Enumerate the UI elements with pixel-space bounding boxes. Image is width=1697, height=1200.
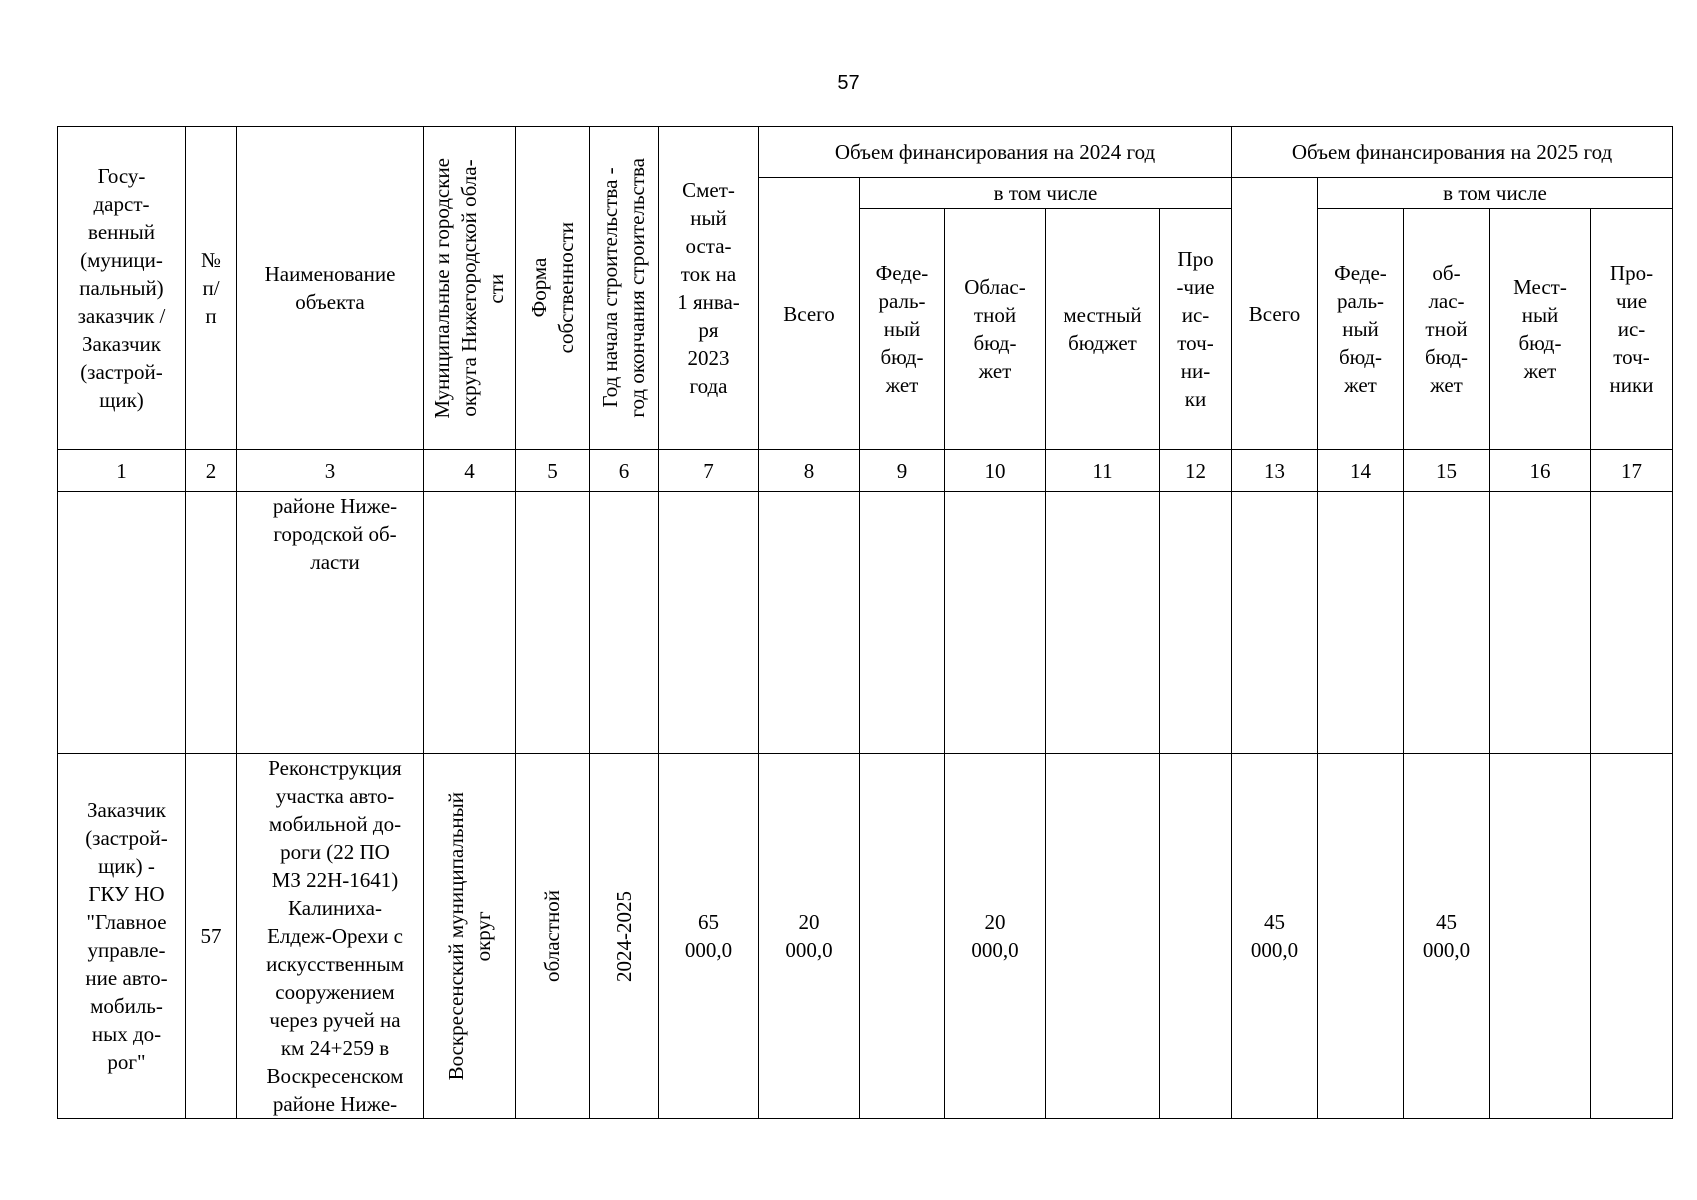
col-num-9: 9 bbox=[860, 450, 945, 492]
header-funding-2025: Объем финансирования на 2025 год bbox=[1232, 127, 1673, 178]
row-2025-regional: 45 000,0 bbox=[1404, 754, 1490, 1119]
header-ownership-text: Форма собственности bbox=[526, 222, 578, 354]
row-2025-local bbox=[1490, 754, 1591, 1119]
col-num-5: 5 bbox=[516, 450, 590, 492]
header-years-text: Год начала строительства - год окончания строительства bbox=[598, 158, 649, 418]
row-ownership bbox=[516, 754, 590, 1119]
row-municipality-text: Воскресенский муниципальный округ bbox=[443, 791, 495, 1081]
col-num-17: 17 bbox=[1591, 450, 1673, 492]
financing-table bbox=[57, 126, 1673, 1119]
header-years bbox=[590, 127, 659, 450]
col-num-3: 3 bbox=[237, 450, 424, 492]
header-ownership bbox=[516, 127, 590, 450]
col-num-16: 16 bbox=[1490, 450, 1591, 492]
col-num-15: 15 bbox=[1404, 450, 1490, 492]
col-num-1: 1 bbox=[58, 450, 186, 492]
table-row bbox=[58, 754, 1673, 1119]
row-municipality bbox=[424, 754, 516, 1119]
header-2024-regional: Облас- тной бюд- жет bbox=[945, 209, 1046, 450]
header-municipality bbox=[424, 127, 516, 450]
table-row-continuation bbox=[58, 492, 1673, 754]
col-num-13: 13 bbox=[1232, 450, 1318, 492]
column-numbers-row bbox=[58, 450, 1673, 492]
col-num-14: 14 bbox=[1318, 450, 1404, 492]
header-customer: Госу- дарст- венный (муници- пальный) заказчик / Заказчик (застрой- щик) bbox=[58, 127, 186, 450]
row-num: 57 bbox=[186, 754, 237, 1119]
row-years bbox=[590, 754, 659, 1119]
col-num-4: 4 bbox=[424, 450, 516, 492]
row-2024-federal bbox=[860, 754, 945, 1119]
header-remainder: Смет- ный оста- ток на 1 янва- ря 2023 года bbox=[659, 127, 759, 450]
col-num-7: 7 bbox=[659, 450, 759, 492]
header-funding-2024: Объем финансирования на 2024 год bbox=[759, 127, 1232, 178]
header-object-name: Наименование объекта bbox=[237, 127, 424, 450]
col-num-12: 12 bbox=[1160, 450, 1232, 492]
row-2025-other bbox=[1591, 754, 1673, 1119]
row-2024-local bbox=[1046, 754, 1160, 1119]
header-2025-federal: Феде- раль- ный бюд- жет bbox=[1318, 209, 1404, 450]
col-num-6: 6 bbox=[590, 450, 659, 492]
col-num-2: 2 bbox=[186, 450, 237, 492]
header-2025-local: Мест- ный бюд- жет bbox=[1490, 209, 1591, 450]
row-2025-federal bbox=[1318, 754, 1404, 1119]
header-2024-including: в том числе bbox=[860, 178, 1232, 209]
header-2025-total: Всего bbox=[1232, 178, 1318, 450]
row-ownership-text: областной bbox=[540, 890, 564, 982]
header-2024-total: Всего bbox=[759, 178, 860, 450]
header-2025-other: Про- чие ис- точ- ники bbox=[1591, 209, 1673, 450]
row-years-text: 2024-2025 bbox=[611, 890, 636, 982]
header-num: № п/ п bbox=[186, 127, 237, 450]
header-2024-federal: Феде- раль- ный бюд- жет bbox=[860, 209, 945, 450]
row-customer: Заказчик (застрой- щик) - ГКУ НО "Главное управле- ние авто- мобиль- ных до- рог" bbox=[58, 754, 186, 1119]
col-num-10: 10 bbox=[945, 450, 1046, 492]
row-object-name: Реконструкция участка авто- мобильной до- роги (22 ПО МЗ 22Н-1641) Калиниха- Елдеж-Орехи с искусственным сооружением через ручей на км 24+259 в Воскресенском районе Ниже- bbox=[237, 754, 424, 1119]
col-num-11: 11 bbox=[1046, 450, 1160, 492]
row-remainder: 65 000,0 bbox=[659, 754, 759, 1119]
header-2024-local: местный бюджет bbox=[1046, 209, 1160, 450]
row-2024-total: 20 000,0 bbox=[759, 754, 860, 1119]
row-2025-total: 45 000,0 bbox=[1232, 754, 1318, 1119]
row-2024-regional: 20 000,0 bbox=[945, 754, 1046, 1119]
row-2024-other bbox=[1160, 754, 1232, 1119]
header-2025-regional: об- лас- тной бюд- жет bbox=[1404, 209, 1490, 450]
page-number: 57 bbox=[837, 72, 860, 94]
header-2025-including: в том числе bbox=[1318, 178, 1673, 209]
cont-object-name: районе Ниже- городской об- ласти bbox=[237, 492, 424, 754]
header-2024-other: Про -чие ис- точ- ни- ки bbox=[1160, 209, 1232, 450]
col-num-8: 8 bbox=[759, 450, 860, 492]
header-municipality-text: Муниципальные и городские округа Нижегородской обла- сти bbox=[430, 157, 508, 419]
